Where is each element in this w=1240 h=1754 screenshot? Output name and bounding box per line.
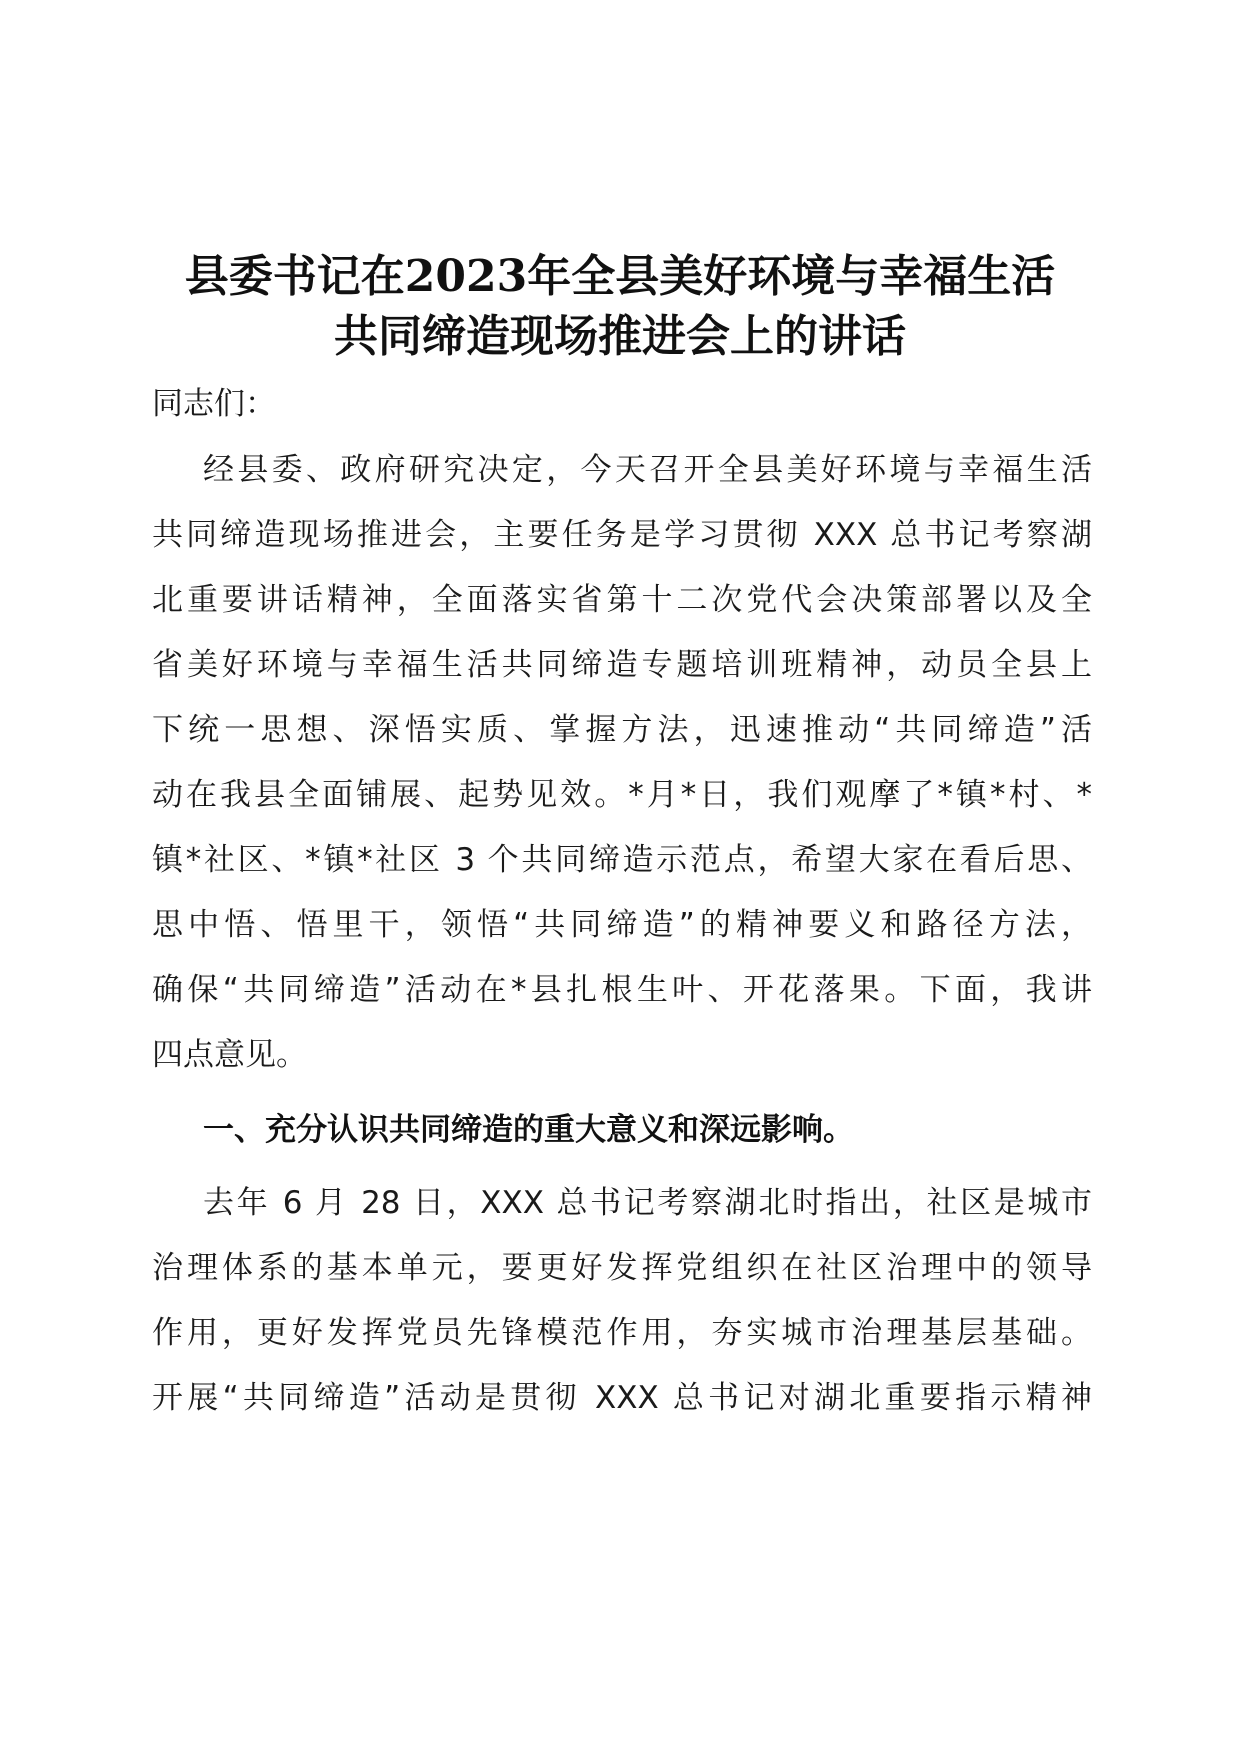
document-title-line-1: 县委书记在2023年全县美好环境与幸福生活 bbox=[184, 251, 1056, 302]
paragraph-2-line: 开展“共同缔造”活动是贯彻 XXX 总书记对湖北重要指示精神 bbox=[152, 1380, 1092, 1416]
paragraph-1-line: 思中悟、悟里干，领悟“共同缔造”的精神要义和路径方法， bbox=[152, 907, 1092, 943]
paragraph-2-line: 去年 6 月 28 日，XXX 总书记考察湖北时指出，社区是城市 bbox=[203, 1185, 1092, 1221]
paragraph-1-line: 确保“共同缔造”活动在*县扎根生叶、开花落果。下面，我讲 bbox=[152, 972, 1092, 1008]
greeting: 同志们： bbox=[152, 386, 276, 422]
paragraph-2-line: 作用，更好发挥党员先锋模范作用，夯实城市治理基层基础。 bbox=[152, 1315, 1092, 1351]
document-title-line-2: 共同缔造现场推进会上的讲话 bbox=[334, 311, 906, 362]
section-1-heading: 一、充分认识共同缔造的重大意义和深远影响。 bbox=[203, 1112, 854, 1148]
paragraph-1-line: 镇*社区、*镇*社区 3 个共同缔造示范点，希望大家在看后思、 bbox=[152, 842, 1092, 878]
paragraph-1-line: 经县委、政府研究决定，今天召开全县美好环境与幸福生活 bbox=[203, 452, 1092, 488]
paragraph-1-line: 下统一思想、深悟实质、掌握方法，迅速推动“共同缔造”活 bbox=[152, 712, 1092, 748]
paragraph-1-line: 共同缔造现场推进会，主要任务是学习贯彻 XXX 总书记考察湖 bbox=[152, 517, 1092, 553]
paragraph-1-line: 动在我县全面铺展、起势见效。*月*日，我们观摩了*镇*村、* bbox=[152, 777, 1092, 813]
paragraph-1-line: 北重要讲话精神，全面落实省第十二次党代会决策部署以及全 bbox=[152, 582, 1092, 618]
paragraph-2-line: 治理体系的基本单元，要更好发挥党组织在社区治理中的领导 bbox=[152, 1250, 1092, 1286]
paragraph-1-line: 四点意见。 bbox=[152, 1037, 307, 1073]
paragraph-1-line: 省美好环境与幸福生活共同缔造专题培训班精神，动员全县上 bbox=[152, 647, 1092, 683]
